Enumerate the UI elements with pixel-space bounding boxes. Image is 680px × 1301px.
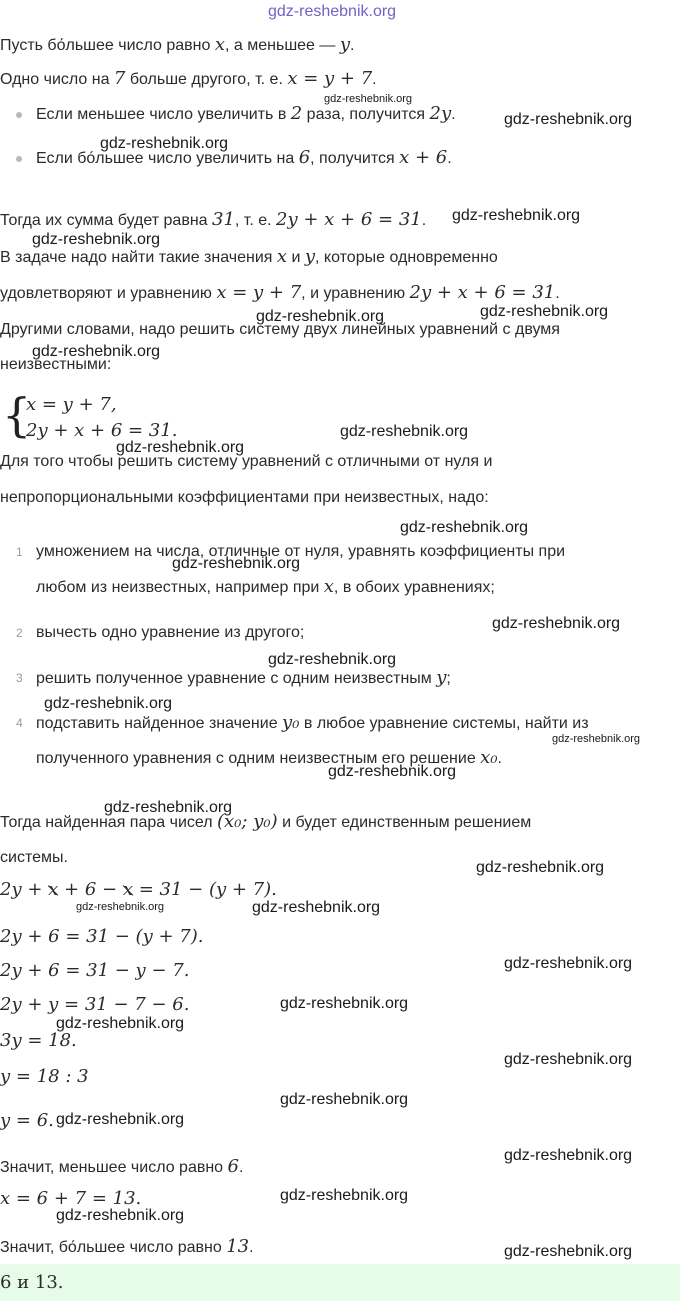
watermark: gdz-reshebnik.org	[452, 207, 581, 224]
watermark: gdz-reshebnik.org	[476, 859, 605, 876]
intro-line-2: Одно число на 7 больше другого, т. е. x = y + 7.	[0, 68, 377, 89]
step-number: 3	[16, 671, 23, 685]
watermark: gdz-reshebnik.org	[504, 1243, 633, 1260]
watermark: gdz-reshebnik.org	[76, 901, 165, 913]
watermark: gdz-reshebnik.org	[104, 799, 233, 816]
step-number: 2	[16, 626, 23, 640]
watermark: gdz-reshebnik.org	[116, 439, 245, 456]
watermark: gdz-reshebnik.org	[328, 763, 457, 780]
result-line-1: Значит, меньшее число равно 6.	[0, 1156, 244, 1177]
watermark: gdz-reshebnik.org	[552, 733, 641, 745]
watermark: gdz-reshebnik.org	[480, 303, 609, 320]
step-1-line-1: умножением на числа, отличные от нуля, уравнять коэффициенты при	[36, 543, 566, 560]
result-line-2: Значит, бо́льшее число равно 13.	[0, 1236, 254, 1257]
watermark: gdz-reshebnik.org	[44, 695, 173, 712]
bullet-item-2: Если бо́льшее число увеличить на 6, получится x + 6.	[36, 147, 452, 168]
watermark: gdz-reshebnik.org	[324, 93, 413, 105]
watermark: gdz-reshebnik.org	[172, 555, 301, 572]
watermark: gdz-reshebnik.org	[56, 1111, 185, 1128]
watermark: gdz-reshebnik.org	[32, 231, 161, 248]
watermark: gdz-reshebnik.org	[504, 111, 633, 128]
conclusion-line-1: Тогда найденная пара чисел (x₀; y₀) и будет единственным решением	[0, 811, 532, 832]
solution-step-8: x = 6 + 7 = 13.	[0, 1188, 142, 1209]
watermark: gdz-reshebnik.org	[56, 1015, 185, 1032]
task-line-4: неизвестными:	[0, 356, 112, 373]
solution-step-6: y = 18 : 3	[0, 1066, 89, 1087]
solution-step-2: 2y + 6 = 31 − (y + 7).	[0, 926, 204, 947]
step-1-line-2: любом из неизвестных, например при x, в обоих уравнениях;	[36, 576, 495, 597]
watermark: gdz-reshebnik.org	[268, 651, 397, 668]
watermark: gdz-reshebnik.org	[504, 1051, 633, 1068]
watermark: gdz-reshebnik.org	[56, 1207, 185, 1224]
step-4-line-2: полученного уравнения с одним неизвестным его решение x₀.	[36, 747, 502, 768]
watermark: gdz-reshebnik.org	[256, 308, 385, 325]
bullet-item-1: Если меньшее число увеличить в 2 раза, получится 2y.	[36, 103, 456, 124]
watermark: gdz-reshebnik.org	[340, 423, 469, 440]
watermark: gdz-reshebnik.org	[100, 135, 229, 152]
conclusion-line-2: системы.	[0, 849, 68, 866]
task-line-3: Другими словами, надо решить систему двух линейных уравнений с двумя	[0, 321, 560, 338]
bullet-dot	[16, 156, 22, 162]
solution-step-5: 3y = 18.	[0, 1030, 77, 1051]
step-4-line-1: подставить найденное значение y₀ в любое уравнение системы, найти из	[36, 712, 589, 733]
watermark: gdz-reshebnik.org	[32, 343, 161, 360]
step-number: 1	[16, 545, 23, 559]
method-line-1: Для того чтобы решить систему уравнений с отличными от нуля и	[0, 453, 493, 470]
step-number: 4	[16, 716, 23, 730]
watermark: gdz-reshebnik.org	[280, 1091, 409, 1108]
watermark: gdz-reshebnik.org	[280, 1187, 409, 1204]
watermark: gdz-reshebnik.org	[504, 1147, 633, 1164]
step-3-line: решить полученное уравнение с одним неизвестным y;	[36, 667, 451, 688]
watermark-top: gdz-reshebnik.org	[268, 3, 397, 20]
system-brace: {	[2, 388, 32, 442]
watermark: gdz-reshebnik.org	[252, 899, 381, 916]
watermark: gdz-reshebnik.org	[492, 615, 621, 632]
method-line-2: непропорциональными коэффициентами при неизвестных, надо:	[0, 489, 489, 506]
system-eq-1: x = y + 7,	[26, 394, 117, 415]
system-eq-2: 2y + x + 6 = 31.	[26, 420, 178, 441]
answer-box	[0, 1264, 680, 1301]
solution-step-3: 2y + 6 = 31 − y − 7.	[0, 960, 190, 981]
sum-line: Тогда их сумма будет равна 31, т. е. 2y + x + 6 = 31.	[0, 209, 427, 230]
answer-text: 6 и 13.	[0, 1272, 64, 1293]
intro-line-1: Пусть бо́льшее число равно x, а меньшее — y.	[0, 34, 355, 55]
solution-step-4: 2y + y = 31 − 7 − 6.	[0, 994, 190, 1015]
task-line-2: удовлетворяют и уравнению x = y + 7, и уравнению 2y + x + 6 = 31.	[0, 282, 560, 303]
task-line-1: В задаче надо найти такие значения x и y, которые одновременно	[0, 246, 498, 267]
step-2-line: вычесть одно уравнение из другого;	[36, 624, 305, 641]
solution-step-1: 2y + x + 6 − x = 31 − (y + 7).	[0, 879, 277, 900]
solution-step-7: y = 6.	[0, 1110, 54, 1131]
bullet-dot	[16, 112, 22, 118]
watermark: gdz-reshebnik.org	[400, 519, 529, 536]
watermark: gdz-reshebnik.org	[280, 995, 409, 1012]
watermark: gdz-reshebnik.org	[504, 955, 633, 972]
